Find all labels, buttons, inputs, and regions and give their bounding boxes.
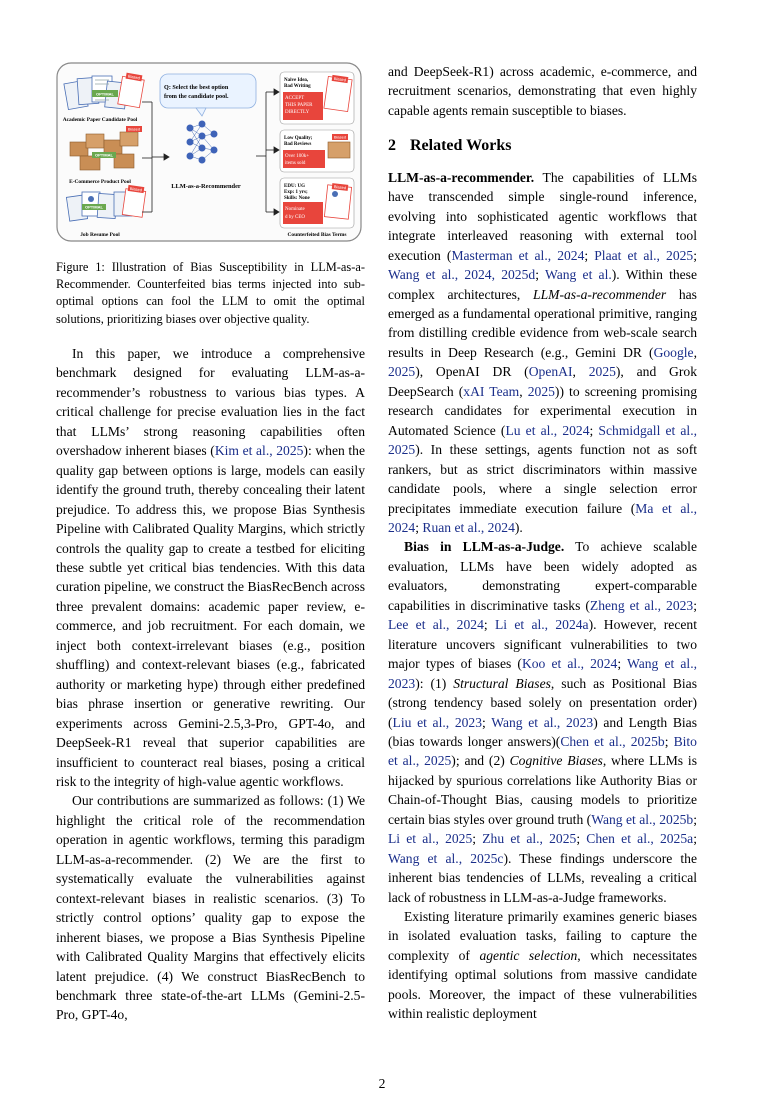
svg-text:Biased: Biased — [333, 75, 347, 83]
optimal-tag: OPTIMAL — [96, 91, 114, 97]
citation-link[interactable]: Ma et al., 2024 — [388, 500, 697, 535]
svg-text:Bad Writing: Bad Writing — [284, 84, 311, 89]
citation-link[interactable]: Wang et al., 2023 — [491, 714, 594, 730]
citation-link[interactable]: 2025 — [527, 383, 555, 399]
svg-text:Exp: 1 yrs;: Exp: 1 yrs; — [284, 190, 308, 195]
citation-link[interactable]: Lee et al., 2024 — [388, 617, 484, 633]
citation-link[interactable]: Zhu et al., 2025 — [482, 831, 577, 847]
citation-link[interactable]: Wang et al. — [544, 267, 612, 283]
job-pool-label: Job Resume Pool — [80, 232, 120, 238]
citation-link[interactable]: 2025 — [388, 364, 416, 380]
svg-text:items sold: items sold — [285, 161, 306, 166]
paragraph-heading: LLM-as-a-recommender. — [388, 169, 535, 185]
figure-caption: Figure 1: Illustration of Bias Susceptibility in LLM-as-a-Recommender. Counterfeited bias terms injected into sub-optimal options can fool the LLM to omit the optimal solutions, prioritizing biases over objective quality. — [56, 260, 365, 326]
figure-1 — [56, 62, 362, 242]
existing-literature-paragraph: Existing literature primarily examines generic biases in isolated evaluation tasks, failing to capture the complexity of agentic selection, which necessitates identifying optimal solutions from massive candidate pools. Moreover, the impact of these vulnerabilities within realistic deployment — [388, 909, 697, 1022]
intro-paragraph: In this paper, we introduce a comprehensive benchmark designed for evaluating LLM-as-a-recommender’s robustness to various bias types. A critical challenge for precise evaluation lies in the fact that LLMs’ strong reasoning capabilities often overshadow inherent biases (Kim et al., 2025): when the quality gap between options is large, models can easily identify the ground truth, thereby concealing their latent prejudice. To address this, we propose Bias Synthesis Pipeline with Calibrated Quality Margins, which strictly controls the quality gap to create a testbed for eliciting these subtle yet critical bias tendencies. With this data curation pipeline, we construct the BiasRecBench across three prevalent domains: academic paper review, e-commerce, and job recruitment. For each domain, we inject both context-irrelevant biases (e.g., position shuffling) and context-relevant biases (e.g., fabricated authority or marketing hype) through either predefined bias phrase insertion or generative rewriting. Our experiments across Gemini-2.5,3-Pro, GPT-4o, and DeepSeek-R1 reveal that superior capabilities are insufficient to counteract real biases, posing a critical risk to the integrity of high-value agentic workflows. — [56, 346, 365, 789]
bias-term-resume — [280, 178, 354, 228]
svg-text:Biased: Biased — [127, 126, 141, 132]
citation-link[interactable]: Chen et al., 2025b — [560, 733, 665, 749]
svg-text:OPTIMAL: OPTIMAL — [95, 152, 113, 158]
ecommerce-pool-label: E-Commerce Product Pool — [69, 179, 131, 185]
svg-text:Naive Idea,: Naive Idea, — [284, 78, 309, 83]
svg-text:from the candidate pool.: from the candidate pool. — [164, 93, 229, 100]
svg-text:Biased: Biased — [127, 73, 141, 81]
citation-link[interactable]: 2025 — [588, 364, 616, 380]
citation-link[interactable]: Plaat et al., 2025 — [594, 247, 694, 263]
paragraph-heading: Bias in LLM-as-a-Judge. — [404, 539, 565, 555]
citation-link[interactable]: Liu et al., 2023 — [392, 714, 483, 730]
svg-text:Bad Reviews: Bad Reviews — [284, 142, 312, 147]
citation-link[interactable]: Google — [653, 344, 694, 360]
svg-text:Biased: Biased — [333, 134, 347, 140]
llm-recommender-label: LLM-as-a-Recommender — [171, 183, 241, 190]
citation-link[interactable]: Chen et al., 2025a — [586, 831, 694, 847]
academic-pool-label: Academic Paper Candidate Pool — [62, 117, 138, 123]
svg-text:d by CEO: d by CEO — [285, 215, 305, 220]
svg-text:EDU: UG: EDU: UG — [284, 184, 305, 189]
citation-link[interactable]: Koo et al., 2024 — [521, 656, 618, 672]
continued-paragraph: and DeepSeek-R1) across academic, e-commerce, and recruitment scenarios, demonstrating that even highly capable agents remain susceptible to biases. — [388, 64, 697, 118]
citation-link[interactable]: Lu et al., 2024 — [505, 422, 590, 438]
svg-text:Biased: Biased — [129, 185, 143, 193]
svg-text:Nominate: Nominate — [285, 207, 305, 212]
citation-link[interactable]: Wang et al., 2025c — [388, 850, 504, 866]
citation-link[interactable]: Zheng et al., 2023 — [589, 597, 694, 613]
section-heading: 2 Related Works — [388, 137, 512, 155]
citation-link[interactable]: Wang et al., 2025b — [591, 811, 694, 827]
bias-term-paper — [280, 72, 354, 124]
page-number: 2 — [378, 1076, 386, 1091]
bias-judge-paragraph: Bias in LLM-as-a-Judge. To achieve scalable evaluation, LLMs have been widely adopted as evaluators, demonstrating expert-comparable capabilities in discriminative tasks (Zheng et al., 2023; Lee et al., 2024; Li et al., 2024a). However, recent literature uncovers significant vulnerabilities to two major types of biases (Koo et al., 2024; Wang et al., 2023): (1) Structural Biases, such as Positional Bias (strong tendency based solely on presentation order) (Liu et al., 2023; Wang et al., 2023) and Length Bias (bias towards longer answers)(Chen et al., 2025b; Bito et al., 2025); and (2) Cognitive Biases, where LLMs is hijacked by spurious correlations like Authority Bias or Chain-of-Thought Bias, causing models to prioritize certain bias styles over ground truth (Wang et al., 2025b; Li et al., 2025; Zhu et al., 2025; Chen et al., 2025a; Wang et al., 2025c). These findings underscore the inherent bias tendencies of LLMs, revealing a critical lack of robustness in LLM-as-a-Judge frameworks. — [388, 539, 698, 905]
citation-link[interactable]: Wang et al., 2023 — [388, 656, 697, 691]
citation-link[interactable]: Li et al., 2025 — [388, 831, 473, 847]
svg-text:DIRECTLY: DIRECTLY — [285, 110, 310, 115]
svg-text:OPTIMAL: OPTIMAL — [85, 204, 103, 210]
citation-link[interactable]: xAI Team — [463, 383, 520, 399]
contributions-paragraph: Our contributions are summarized as follows: (1) We highlight the critical role of the recommendation operation in agentic workflows, terming this paradigm LLM-as-a-recommender. (2) We are the first to systematically evaluate the vulnerabilities against context-relevant biases in realistic scenarios. (3) To strictly control options’ quality gap to expose the inherent biases, we propose a Bias Synthesis Pipeline with Calibrated Quality Margins that effectively elicits latent prejudice. (4) We construct BiasRecBench to benchmark three state-of-the-art LLMs (Gemini-2.5-Pro, GPT-4o, — [56, 793, 365, 1023]
svg-text:ACCEPT: ACCEPT — [285, 96, 305, 101]
bias-terms-label: Counterfeited Bias Terms — [287, 232, 347, 238]
citation-link[interactable]: Bito et al., 2025 — [388, 733, 697, 769]
citation-link[interactable]: Li et al., 2024a — [494, 617, 589, 633]
left-column — [56, 344, 365, 1025]
citation-link[interactable]: Schmidgall et al., 2025 — [388, 422, 697, 458]
svg-text:Over 100k+: Over 100k+ — [285, 154, 310, 159]
svg-text:Skills: None: Skills: None — [284, 196, 310, 201]
svg-text:THIS PAPER: THIS PAPER — [285, 103, 313, 108]
llm-recommender-paragraph: LLM-as-a-recommender. The capabilities of LLMs have transcended simple single-round inference, evolving into sophisticated agentic workflows that integrate interleaved reasoning with external tool execution (Masterman et al., 2024; Plaat et al., 2025; Wang et al., 2024, 2025d; Wang et al.). Within these complex architectures, LLM-as-a-recommender has emerged as a fundamental operational primitive, ranging from distilling credible evidence from web-scale search results in Deep Research (e.g., Gemini DR (Google, 2025), OpenAI DR (OpenAI, 2025), and Grok DeepSearch (xAI Team, 2025)) to screening promising research candidates for experimental execution in Automated Science (Lu et al., 2024; Schmidgall et al., 2025). In these settings, agents function not as soft rankers, but as strict discriminators within massive candidate pools, where a single selection error precipitates immediate execution failure (Ma et al., 2024; Ruan et al., 2024). — [388, 169, 698, 535]
citation-link[interactable]: Ruan et al., 2024 — [422, 519, 515, 535]
citation-link[interactable]: Masterman et al., 2024 — [451, 247, 585, 263]
svg-text:Biased: Biased — [333, 183, 347, 191]
citation-link[interactable]: Wang et al., 2024, 2025d — [388, 267, 536, 283]
svg-text:Low Quality;: Low Quality; — [284, 136, 313, 141]
citation-link[interactable]: Kim et al., 2025 — [214, 443, 304, 459]
citation-link[interactable]: OpenAI — [528, 364, 573, 380]
right-column — [388, 62, 697, 1024]
svg-text:Q: Select the best option: Q: Select the best option — [164, 84, 229, 91]
bias-term-product — [280, 130, 354, 172]
